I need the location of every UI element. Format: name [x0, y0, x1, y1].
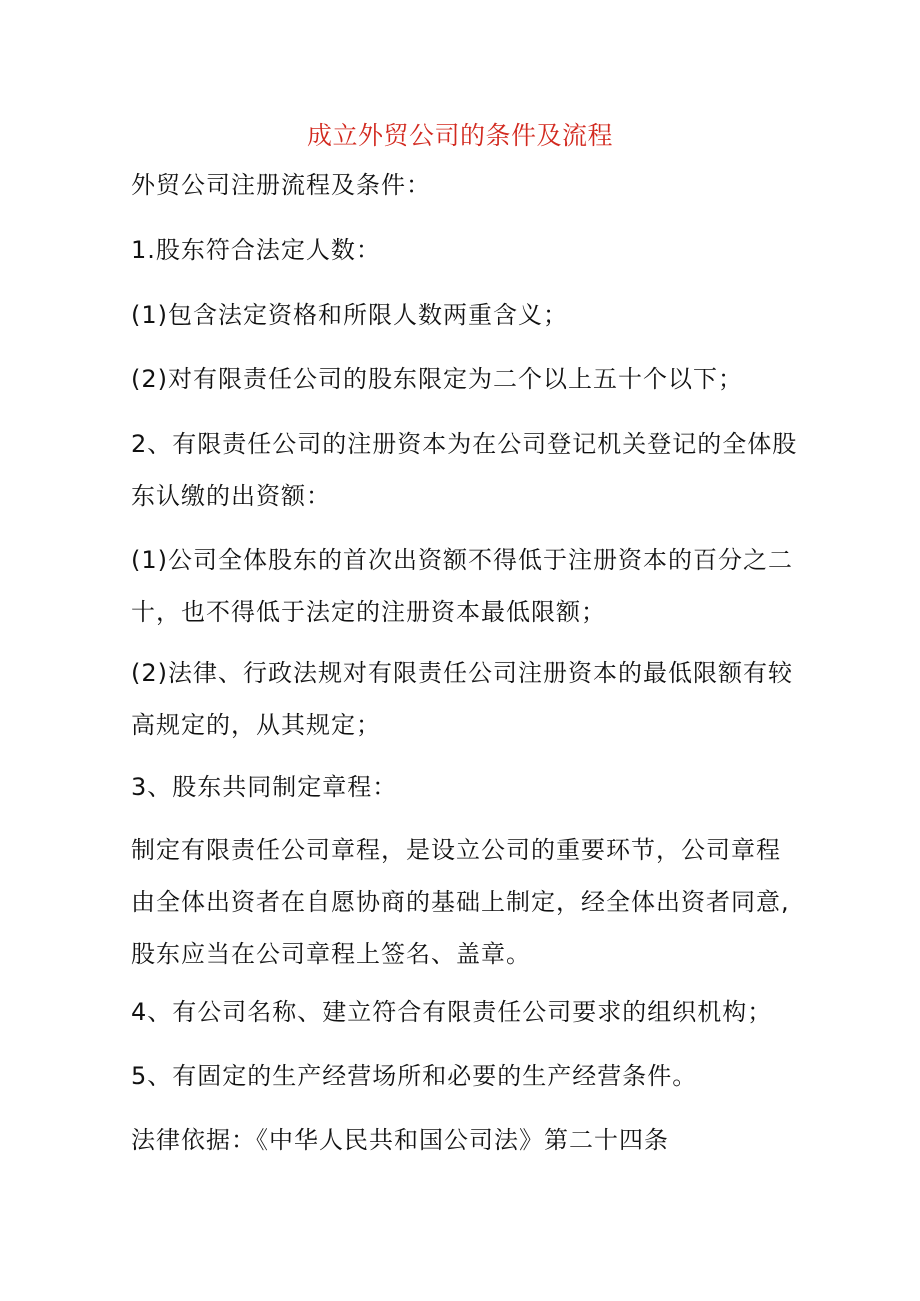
document-title: 成立外贸公司的条件及流程 — [306, 121, 613, 150]
paragraph-item-2-1: (1)公司全体股东的首次出资额不得低于注册资本的百分之二十，也不得低于法定的注册资本最低限额； — [131, 546, 793, 626]
paragraph-charter: 制定有限责任公司章程，是设立公司的重要环节，公司章程由全体出资者在自愿协商的基础上制定，经全体出资者同意,股东应当在公司章程上签名、盖章。 — [131, 836, 790, 968]
paragraph-item-1: 1.股东符合法定人数： — [131, 236, 381, 264]
paragraph-item-5: 5、有固定的生产经营场所和必要的生产经营条件。 — [131, 1062, 698, 1090]
paragraph-item-1-2: (2)对有限责任公司的股东限定为二个以上五十个以下； — [131, 365, 743, 393]
paragraph-intro: 外贸公司注册流程及条件： — [131, 171, 431, 199]
paragraph-item-2: 2、有限责任公司的注册资本为在公司登记机关登记的全体股东认缴的出资额： — [131, 430, 798, 510]
paragraph-item-2-2: (2)法律、行政法规对有限责任公司注册资本的最低限额有较高规定的，从其规定； — [131, 659, 793, 739]
paragraph-item-4: 4、有公司名称、建立符合有限责任公司要求的组织机构； — [131, 998, 773, 1026]
paragraph-legal-basis: 法律依据：《中华人民共和国公司法》第二十四条 — [131, 1126, 669, 1154]
paragraph-item-1-1: (1)包含法定资格和所限人数两重含义； — [131, 301, 568, 329]
paragraph-item-3: 3、股东共同制定章程： — [131, 773, 398, 801]
